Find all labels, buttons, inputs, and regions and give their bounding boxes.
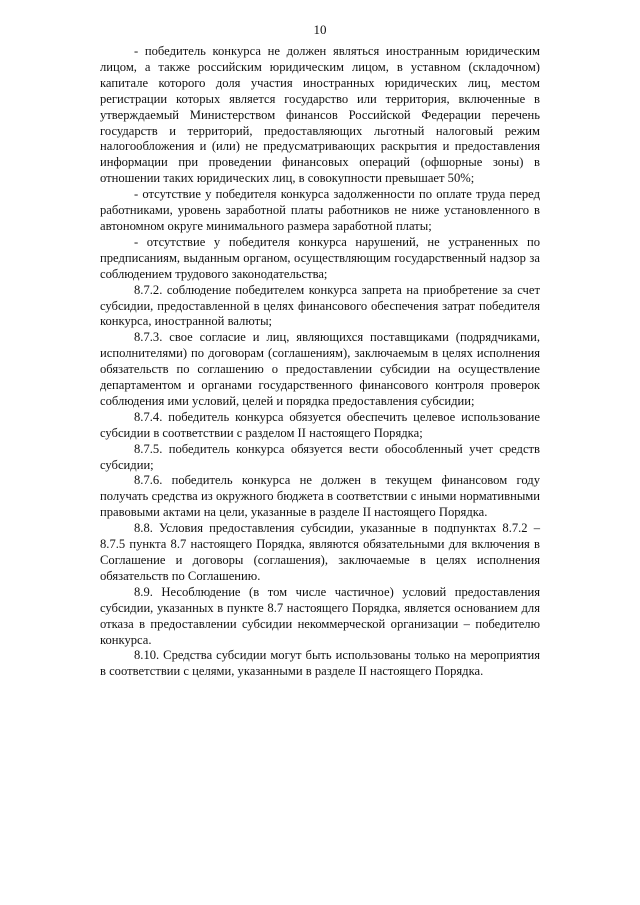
document-body [100,44,540,680]
paragraph-8-9: 8.9. Несоблюдение (в том числе частичное) условий предоставления субсидии, указанных в пункте 8.7 настоящего Порядка, является основанием для отказа в предоставлении субсидии некоммерческой организации – победителю конкурса. [100,584,540,647]
paragraph-8-7-6: 8.7.6. победитель конкурса не должен в текущем финансовом году получать средства из окружного бюджета в соответствии с иными нормативными правовыми актами на цели, указанные в разделе II настоящего Порядка. [100,473,540,520]
page-number: 10 [313,22,327,37]
paragraph-8-7-4: 8.7.4. победитель конкурса обязуется обеспечить целевое использование субсидии в соответствии с разделом II настоящего Порядка; [100,409,540,440]
paragraph-no-wage-debt: - отсутствие у победителя конкурса задолженности по оплате труда перед работниками, уровень заработной платы работников не ниже установленного в автономном округе минимального размера заработной платы; [100,187,540,233]
paragraph-foreign-entity-restriction: - победитель конкурса не должен являться иностранным юридическим лицом, а также российским юридическим лицом, в уставном (складочном) капитале которого доля участия иностранных юридических лиц, местом регистрации которых является государство или территория, включенные в утверждаемый Министерством финансов Российской Федерации перечень государств и территорий, предоставляющих льготный налоговый режим налогообложения и (или) не предусматривающих раскрытия и предоставления информации при проведении финансовых операций (офшорные зоны) в отношении таких юридических лиц, в совокупности превышает 50%; [100,44,540,186]
paragraph-8-8: 8.8. Условия предоставления субсидии, указанные в подпунктах 8.7.2 – 8.7.5 пункта 8.7 настоящего Порядка, являются обязательными для включения в Соглашение и договоры (соглашения), заключаемые в целях исполнения обязательств по Соглашению. [100,521,540,583]
paragraph-8-10: 8.10. Средства субсидии могут быть использованы только на мероприятия в соответствии с целями, указанными в разделе II настоящего Порядка. [100,648,540,679]
paragraph-8-7-5: 8.7.5. победитель конкурса обязуется вести обособленный учет средств субсидии; [100,441,540,472]
paragraph-8-7-2: 8.7.2. соблюдение победителем конкурса запрета на приобретение за счет субсидии, предоставленной в целях финансового обеспечения затрат победителя конкурса, иностранной валюты; [100,282,540,329]
paragraph-8-7-3: 8.7.3. свое согласие и лиц, являющихся поставщиками (подрядчиками, исполнителями) по договорам (соглашениям), заключаемым в целях исполнения обязательств по соглашению о предоставлении субсидии на осуществление департаментом и органами государственного финансового контроля проверок соблюдения ими условий, целей и порядка предоставления субсидии; [100,330,540,408]
paragraph-no-labor-violations: - отсутствие у победителя конкурса нарушений, не устраненных по предписаниям, выданным органом, осуществляющим государственный надзор за соблюдением трудового законодательства; [100,234,540,281]
